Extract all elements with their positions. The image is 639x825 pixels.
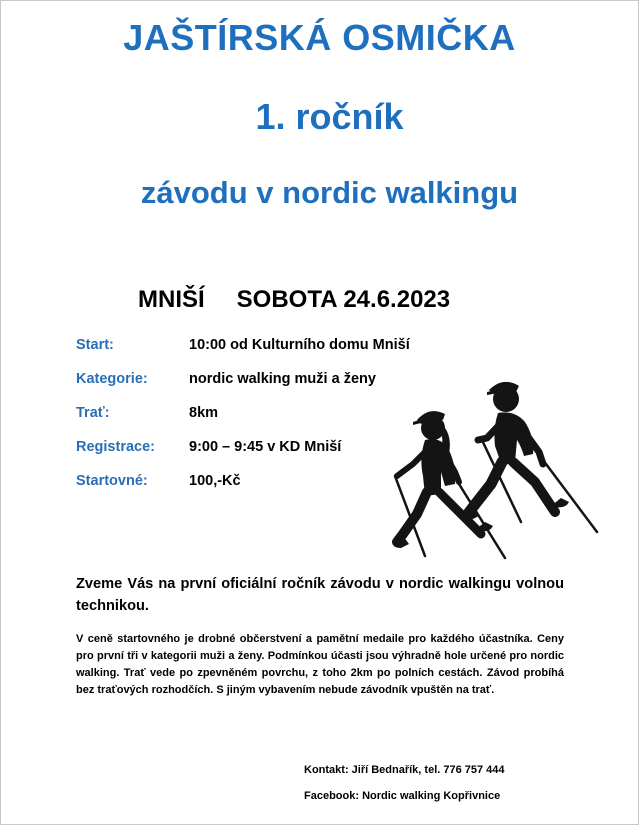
invitation-text: Zveme Vás na první oficiální ročník závodu v nordic walkingu volnou technikou. xyxy=(76,576,564,614)
event-subtitle: závodu v nordic walkingu xyxy=(140,175,519,210)
info-value: 10:00 od Kulturního domu Mniší xyxy=(189,337,410,353)
info-value: 8km xyxy=(189,405,219,421)
event-title: JAŠTÍRSKÁ OSMIČKA xyxy=(123,17,516,58)
male-walker-silhouette xyxy=(463,382,597,532)
info-label: Trať: xyxy=(76,405,110,421)
info-label: Kategorie: xyxy=(76,371,148,387)
info-value: 9:00 – 9:45 v KD Mniší xyxy=(189,439,342,455)
info-label: Registrace: xyxy=(76,439,155,455)
details-text: V ceně startovného je drobné občerstvení a pamětní medaile pro každého účastníka. Ceny pro první tři v kategorii muži a ženy. Podmínkou účasti jsou výhradně hole určené pro nordic walking. Trať vede po zpevněném povrchu, z toho 2km po polních cestách. Závod probíhá bez traťových rozhodčích. S jiným vybavením nebude závodník vpuštěn na trať. xyxy=(76,633,564,696)
place-date-line xyxy=(138,286,450,314)
nordic-walkers-silhouette-icon xyxy=(375,372,610,562)
info-label: Start: xyxy=(76,337,114,353)
contact-phone: Kontakt: Jiří Bednařík, tel. 776 757 444 xyxy=(304,764,505,776)
event-edition: 1. ročník xyxy=(255,96,404,137)
info-value: nordic walking muži a ženy xyxy=(189,371,376,387)
event-date: SOBOTA 24.6.2023 xyxy=(236,286,451,313)
info-label: Startovné: xyxy=(76,473,148,489)
event-place: MNIŠÍ xyxy=(138,286,205,313)
info-value: 100,-Kč xyxy=(189,473,241,489)
contact-facebook: Facebook: Nordic walking Kopřivnice xyxy=(304,790,501,802)
